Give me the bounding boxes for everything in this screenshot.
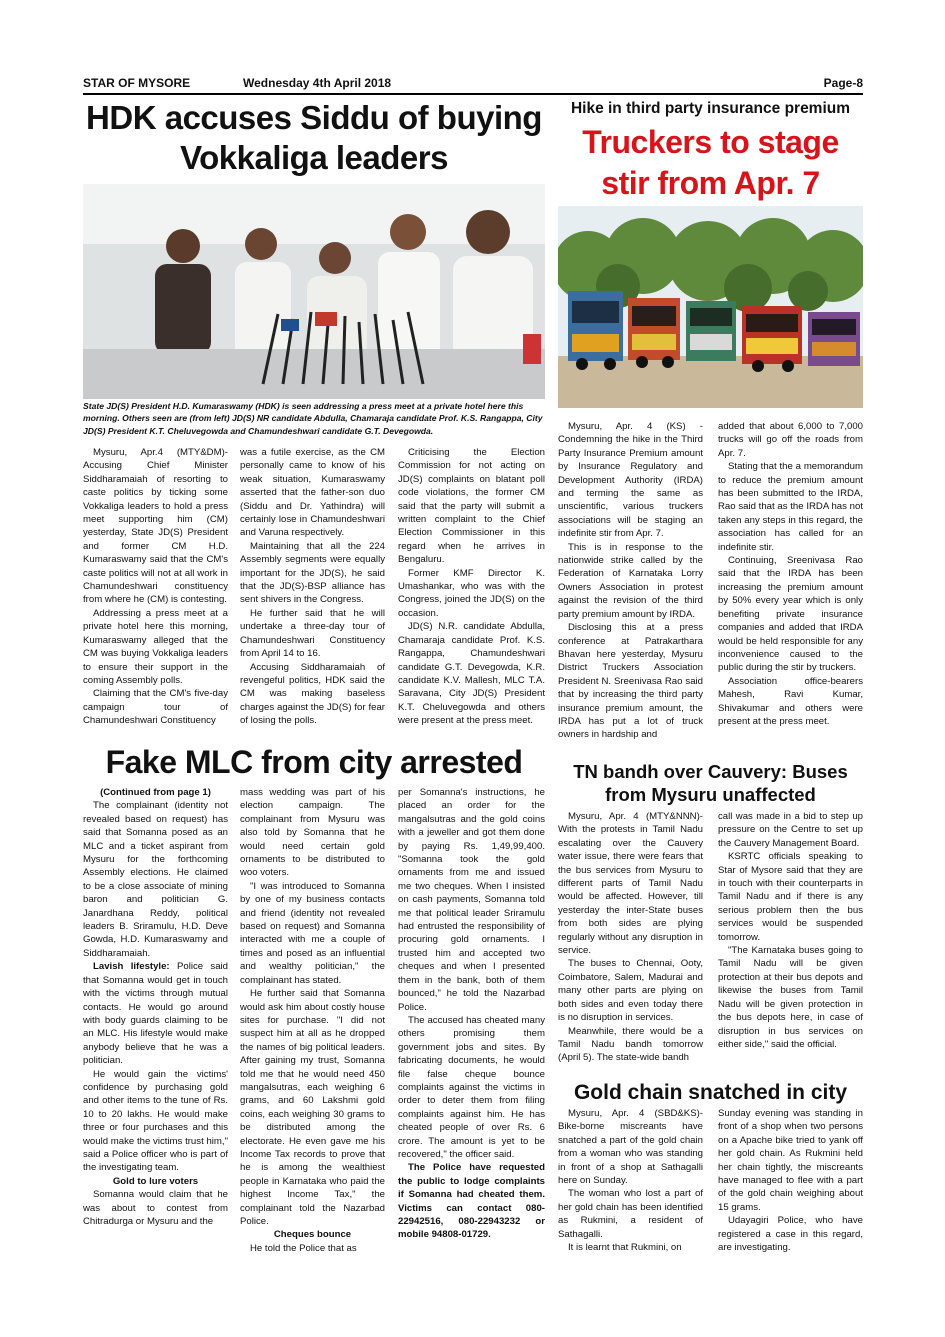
truckers-c1-p3: Disclosing this at a press conference at Patrakarthara Bhavan here yesterday, Mysuru District Truckers Association President N. Sreenivasa Rao said that by increasing the third party insurance premium amount, the IRDA has put a lot of truck owners in hardship and [558, 622, 703, 741]
mlc-c1-p4: Somanna would claim that he was about to contest from Chitradurga or Mysuru and the [83, 1189, 228, 1227]
tn-c1-p3: Meanwhile, there would be a Tamil Nadu bandh tomorrow (April 5). The state-wide bandh [558, 1025, 703, 1064]
mlc-column-1 [83, 786, 228, 1228]
truckers-c2-p3: Continuing, Sreenivasa Rao said that the IRDA has been increasing the premium amount by 50% every year which is only benefiting private insurance companies and added that IRDA would be held responsible for any inconvenience caused to the public during the stir by truckers. [718, 555, 863, 674]
gold-c2-p1: Sunday evening was standing in front of a shop when two persons on a Apache bike tried to yank off her gold chain. As Rukmini held her chain tightly, the miscreants have managed to flee with a part of the gold chain weighing about 15 grams. [718, 1108, 863, 1213]
truckers-c1-p2: This is in response to the nationwide strike called by the Federation of Karnataka Lorry Owners Association in protest against the revision of the third party premium amount by IRDA. [558, 541, 703, 620]
mlc-c1-p1: The complainant (identity not revealed based on request) has said that Somanna posed as an MLC and a ticket aspirant from Mysuru for the forthcoming Assembly elections. He claimed to be a close associate of mining baron and politician G. Janardhana Reddy, political leaders B. Sriramulu, H.D. Deve Gowda, H.D. Kumaraswamy and Siddharamaiah. [83, 800, 228, 959]
truckers-c2-p4: Association office-bearers Mahesh, Ravi Kumar, Shivakumar and others were present at the press meet. [718, 675, 863, 727]
truckers-c2-p2: Stating that the a memorandum to reduce the premium amount has been submitted to the IRDA, Rao said that as the IRDA has not taken any steps in this regard, the association has called for an indefinite stir. [718, 461, 863, 553]
truckers-kicker: Hike in third party insurance premium [570, 100, 851, 117]
truckers-c2-p1: added that about 6,000 to 7,000 trucks will go off the roads from Apr. 7. [718, 421, 863, 459]
hdk-c1-p1: Mysuru, Apr.4 (MTY&DM)- Accusing Chief Minister Siddharamaiah of resorting to caste politics by ticking some Vokkaliga leaders to hold a press meet supporting him (CM) yesterday, State JD(S) President and former CM H.D. Kumaraswamy said that the CM's caste politics will not at all work in Chamundeshwari constituency from where he (CM) is contesting. [83, 447, 228, 606]
truckers-headline [558, 122, 863, 204]
hdk-column-3 [398, 446, 545, 728]
truckers-c1-p1: Mysuru, Apr. 4 (KS) - Condemning the hike in the Third Party Insurance Premium amount by Insurance Regulatory and Development Authority (IRDA) and terming the same as unscientific, various truckers associations will be staging an indefinite stir from Apr. 7. [558, 421, 703, 540]
hdk-c3-p3: JD(S) N.R. candidate Abdulla, Chamaraja candidate Prof. K.S. Rangappa, Chamundeshwari candidate G.T. Devegowda, K.R. candidate K.V. Mallesh, MLC T.A. Saravana, City JD(S) President K.T. Cheluvegowda and others were present at the press meet. [398, 621, 545, 727]
tn-headline [558, 760, 863, 806]
mlc-continued: (Continued from page 1) [100, 787, 211, 798]
mlc-headline: Fake MLC from city arrested [105, 744, 523, 780]
gold-to-lure-subhead: Gold to lure voters [112, 1175, 199, 1187]
cheques-bounce-subhead: Cheques bounce [273, 1229, 352, 1241]
gold-c1-p1: Mysuru, Apr. 4 (SBD&KS)- Bike-borne miscreants have snatched a part of the gold chain from a woman who was standing in front of a shop at Sathagalli here on Sunday. [558, 1108, 703, 1187]
hdk-c3-p2: Former KMF Director K. Umashankar, who was with the Congress, joined the JD(S) on the occasion. [398, 567, 545, 619]
gold-column-1 [558, 1107, 703, 1254]
tn-headline-line1: TN bandh over Cauvery: Buses [573, 761, 848, 782]
truckers-column-1 [558, 420, 703, 742]
issue-date: Wednesday 4th April 2018 [243, 76, 392, 90]
lavish-lifestyle-text: Police said that Somanna would get in touch with the victims through mutual contacts. He would go around with body guards claiming to be an MLC. His lifestyle would make anybody believe that he was a politician. [83, 961, 229, 1067]
tn-column-1 [558, 810, 703, 1065]
truckers-column-2 [718, 420, 863, 728]
mlc-c3-p1: per Somanna's instructions, he placed an order for the mangalsutras and the gold coins with a jeweller and got them done by paying Rs. 1,49,99,400. "Somanna took the gold ornaments from me and issued me two cheques. When I insisted on cash payments, Somanna told me that political leader Sriramulu had entrusted the responsibility of procuring gold ornaments. I trusted him and accepted two cheques and when I presented them in the bank, both of them bounced," he told the Nazarbad Police. [398, 787, 545, 1013]
mlc-c1-p2 [83, 960, 228, 1067]
hdk-c2-p1: was a futile exercise, as the CM personally came to know of his weak situation, Kumaraswamy asserted that the father-son duo (Siddu and Dr. Yathindra) will certainly lose in Chamundeshwari and Varuna respectively. [240, 447, 385, 539]
tn-headline-line2: from Mysuru unaffected [605, 784, 816, 805]
hdk-c1-p3: Claiming that the CM's five-day campaign tour of Chamundeshwari Constituency [83, 688, 228, 727]
hdk-column-2 [240, 446, 385, 728]
lavish-lifestyle-lead: Lavish lifestyle: [93, 961, 170, 973]
gold-column-2 [718, 1107, 863, 1254]
tn-c1-p2: The buses to Chennai, Ooty, Coimbatore, Salem, Madurai and many other parts are plying on both sides and even today there is no disruption in services. [558, 958, 703, 1024]
mlc-c1-p3: He would gain the victims' confidence by purchasing gold and other items to the tune of Rs. 10 to 20 lakhs. He would make three or four purchases and this would make the victims trust him," said a Police officer who is part of the investigating team. [83, 1068, 228, 1174]
hdk-c2-p4: Accusing Siddharamaiah of revengeful politics, HDK said the CM was making baseless charges against the JD(S) for fear of losing the polls. [240, 661, 385, 727]
tn-c2-p3: "The Karnataka buses going to Tamil Nadu will be given protection at their bus depots and likewise the buses from Tamil Nadu will be given protection in the bus depots here, in case of disruption in bus services on either side," said the official. [718, 945, 863, 1050]
tn-c2-p1: call was made in a bid to step up pressure on the Centre to set up the Cauvery Management Board. [718, 811, 863, 849]
tn-c2-p2: KSRTC officials speaking to Star of Mysore said that they are in touch with their counterparts in Tamil Nadu and if there is any serious problem then the bus services would be suspended tomorrow. [718, 851, 863, 943]
paper-name: STAR OF MYSORE [83, 76, 191, 90]
press-meet-photo [83, 184, 545, 399]
masthead [83, 76, 863, 92]
hdk-c3-p1: Criticising the Election Commission for not acting on JD(S) complaints on blatant poll code violations, the former CM said that the party will submit a written complaint to the Chief Election Commissioner in this regard when he arrives in Bengaluru. [398, 447, 545, 566]
truckers-headline-line1: Truckers to stage [582, 124, 839, 160]
tn-c1-p1: Mysuru, Apr. 4 (MTY&NNN)- With the protests in Tamil Nadu escalating over the Cauvery water issue, there were fears that the bus services from Mysuru to different parts of Tamil Nadu would be affected. However, till yesterday the inter-State buses from both sides are plying regularly without any disruption in service. [558, 811, 703, 957]
mlc-c2-p1: mass wedding was part of his election campaign. The complainant from Mysuru was also told by Somanna that he would need certain gold ornaments to be distributed to woo voters. [240, 787, 385, 879]
mlc-c2-p3: He further said that Somanna would ask him about costly house sites for purchase. "I did not suspect him at all as he dropped the names of big political leaders. After gaining my trust, Somanna told me that he would need 450 mangalsutras, each weighing 6 grams, and 60 Lakshmi gold coins, each weighing 30 grams to be distributed among the electorate. He even gave me his Income Tax records to prove that he is among the wealthiest people in Karnataka who paid the highest Income Tax," the complainant told the Nazarbad Police. [240, 988, 385, 1227]
hdk-c1-p2: Addressing a press meet at a private hotel here this morning, Kumaraswamy alleged that the CM was buying Vokkaliga leaders to ensure their support in the coming Assembly polls. [83, 607, 228, 686]
mlc-column-3 [398, 786, 545, 1242]
mlc-c3-p2: The accused has cheated many others promising them government jobs and sites. By fabricating documents, he would file false cheque bounce complaints against the victims in order to deter them from filing complaints against him. He has cheated people of over Rs. 6 crore. The amount is yet to be recovered," the officer said. [398, 1014, 545, 1160]
tn-column-2 [718, 810, 863, 1051]
hdk-headline [80, 98, 548, 178]
gold-c1-p2: The woman who lost a part of her gold chain has been identified as Rukmini, a resident of Sathagalli. [558, 1188, 703, 1240]
mlc-column-2 [240, 786, 385, 1255]
hdk-headline-line2: Vokkaliga leaders [180, 139, 448, 176]
page-number: Page-8 [823, 76, 863, 90]
hdk-c2-p2: Maintaining that all the 224 Assembly segments were equally important for the JD(S), he said that the JD(S)-BSP alliance has sent shivers in the Congress. [240, 540, 385, 606]
mlc-c2-p2: "I was introduced to Somanna by one of my business contacts and friend (identity not revealed based on request) and Somanna interacted with me a couple of times and posed as an influential and wealthy politician," the complainant has stated. [240, 880, 385, 986]
gold-c1-p3: It is learnt that Rukmini, on [568, 1242, 682, 1254]
gold-headline: Gold chain snatched in city [573, 1081, 848, 1104]
gold-c2-p2: Udayagiri Police, who have registered a case in this regard, are investigating. [718, 1215, 863, 1254]
truckers-headline-line2: stir from Apr. 7 [601, 165, 820, 201]
trucks-photo [558, 206, 863, 408]
mlc-c2-p4: He told the Police that as [250, 1242, 357, 1254]
hdk-column-1 [83, 446, 228, 728]
police-appeal: The Police have requested the public to lodge complaints if Somanna had cheated them. Victims can contact 080-22942516, 080-22943232 or mobile 94808-01729. [398, 1162, 545, 1241]
photo-caption: State JD(S) President H.D. Kumaraswamy (HDK) is seen addressing a press meet at a private hotel here this morning. Others seen are (from left) JD(S) NR candidate Abdulla, Chamaraja candidate Prof. K.S. Rangappa, City JD(S) President K.T. Cheluvegowda and Chamundeshwari candidate G.T. Devegowda. [83, 401, 543, 436]
hdk-headline-line1: HDK accuses Siddu of buying [86, 99, 542, 136]
masthead-rule [83, 93, 863, 95]
hdk-c2-p3: He further said that he will undertake a three-day tour of Chamundeshwari Constituency from April 14 to 16. [240, 607, 385, 660]
